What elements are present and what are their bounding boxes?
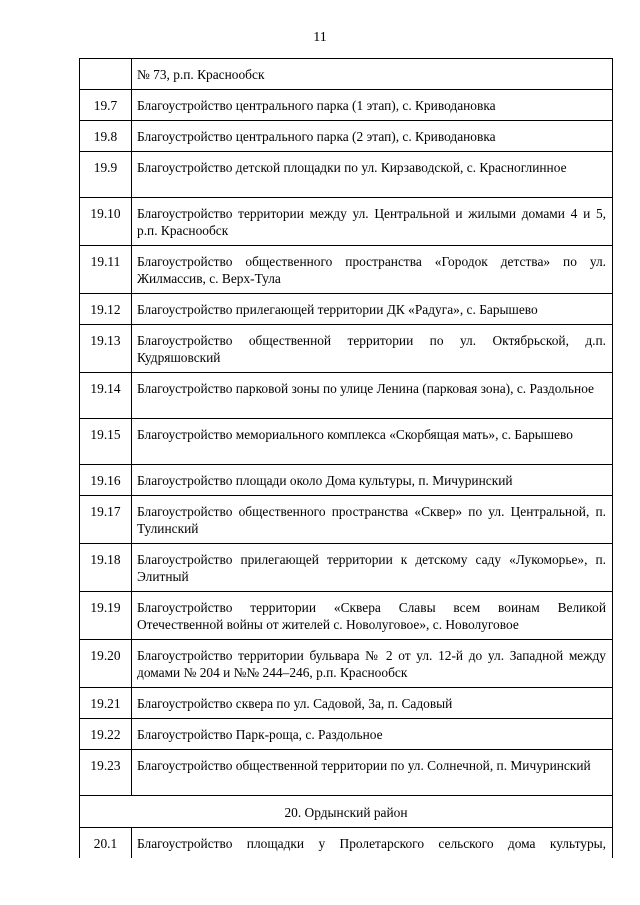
row-description: Благоустройство сквера по ул. Садовой, 3а, п. Садовый: [132, 688, 613, 719]
table-row: [80, 152, 613, 198]
row-number: 19.10: [80, 198, 132, 246]
row-number: 19.8: [80, 121, 132, 152]
table-row: [80, 719, 613, 750]
table-row: [80, 419, 613, 465]
row-description: Благоустройство прилегающей территории ДК «Радуга», с. Барышево: [132, 294, 613, 325]
row-description: Благоустройство общественного пространства «Городок детства» по ул. Жилмассив, с. Верх-Тула: [132, 246, 613, 294]
row-description: Благоустройство площади около Дома культуры, п. Мичуринский: [132, 465, 613, 496]
row-description: № 73, р.п. Краснообск: [132, 59, 613, 90]
table-row: [80, 294, 613, 325]
table-row: [80, 592, 613, 640]
table-row: [80, 90, 613, 121]
row-description: Благоустройство прилегающей территории к детскому саду «Лукоморье», п. Элитный: [132, 544, 613, 592]
row-number: 19.7: [80, 90, 132, 121]
row-number: 19.16: [80, 465, 132, 496]
row-description: Благоустройство общественного пространства «Сквер» по ул. Центральной, п. Тулинский: [132, 496, 613, 544]
row-number: 19.12: [80, 294, 132, 325]
row-description: Благоустройство парковой зоны по улице Ленина (парковая зона), с. Раздольное: [132, 373, 613, 419]
row-number: 19.14: [80, 373, 132, 419]
row-number: 19.18: [80, 544, 132, 592]
table-row: [80, 496, 613, 544]
row-description: Благоустройство территории между ул. Центральной и жилыми домами 4 и 5, р.п. Краснообск: [132, 198, 613, 246]
table-row: [80, 688, 613, 719]
table-row: [80, 828, 613, 859]
row-number: 19.23: [80, 750, 132, 796]
table-row: [80, 465, 613, 496]
row-description: Благоустройство общественной территории по ул. Солнечной, п. Мичуринский: [132, 750, 613, 796]
table-row: [80, 373, 613, 419]
table-row: [80, 198, 613, 246]
page-number: 11: [313, 30, 327, 45]
registry-table-body: [80, 59, 613, 859]
table-row: [80, 325, 613, 373]
row-description: Благоустройство территории «Сквера Славы всем воинам Великой Отечественной войны от жителей с. Новолуговое», с. Новолуговое: [132, 592, 613, 640]
row-number: 19.20: [80, 640, 132, 688]
table-row: [80, 640, 613, 688]
row-number: 19.19: [80, 592, 132, 640]
row-description: Благоустройство общественной территории по ул. Октябрьской, д.п. Кудряшовский: [132, 325, 613, 373]
section-row: [80, 796, 613, 828]
row-number: 20.1: [80, 828, 132, 859]
row-number: 19.11: [80, 246, 132, 294]
table-row: [80, 246, 613, 294]
row-description: Благоустройство площадки у Пролетарского сельского дома культуры,: [132, 828, 613, 859]
row-number: 19.17: [80, 496, 132, 544]
row-description: Благоустройство детской площадки по ул. Кирзаводской, с. Красноглинное: [132, 152, 613, 198]
row-description: Благоустройство территории бульвара № 2 от ул. 12-й до ул. Западной между домами № 204 и №№ 244–246, р.п. Краснообск: [132, 640, 613, 688]
row-number: 19.13: [80, 325, 132, 373]
row-description: Благоустройство мемориального комплекса «Скорбящая мать», с. Барышево: [132, 419, 613, 465]
registry-table: [79, 58, 613, 858]
table-row: [80, 544, 613, 592]
row-number: 19.9: [80, 152, 132, 198]
row-number: 19.15: [80, 419, 132, 465]
row-description: Благоустройство центрального парка (1 этап), с. Криводановка: [132, 90, 613, 121]
table-row: [80, 750, 613, 796]
row-number: 19.21: [80, 688, 132, 719]
row-description: Благоустройство Парк-роща, с. Раздольное: [132, 719, 613, 750]
table-row: [80, 59, 613, 90]
row-description: Благоустройство центрального парка (2 этап), с. Криводановка: [132, 121, 613, 152]
table-row: [80, 121, 613, 152]
row-number: 19.22: [80, 719, 132, 750]
section-heading: 20. Ордынский район: [80, 796, 613, 828]
row-number: [80, 59, 132, 90]
